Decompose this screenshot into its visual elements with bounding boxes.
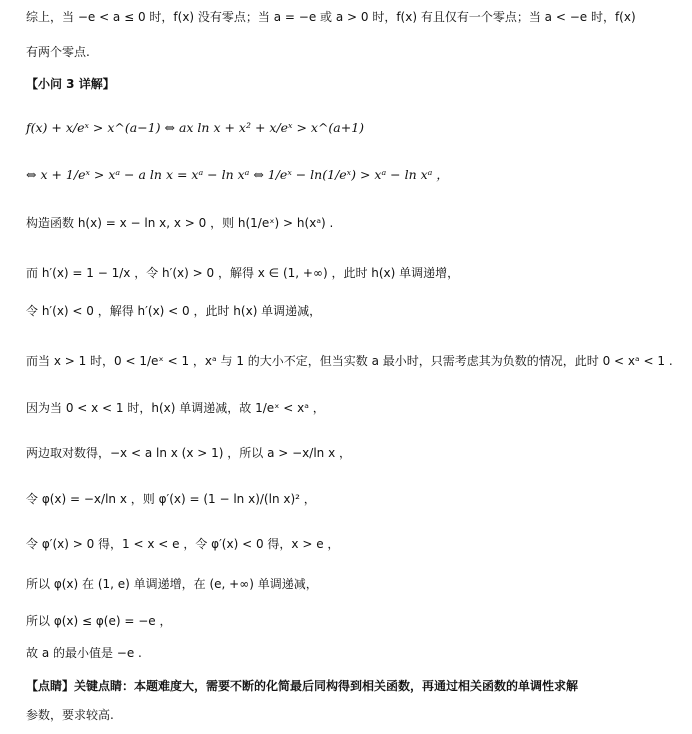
log-transform-line: 两边取对数得，−x < a ln x (x > 1) ，所以 a > −x/ln x ， [26,446,351,460]
key-point-line: 【点睛】关键点睛：本题难度大，需要不断的化简最后同构得到相关函数，再通过相关函数的单调性求解 [26,679,579,693]
case-analysis-line: 而当 x > 1 时，0 < 1/eˣ < 1 ，xᵃ 与 1 的大小不定，但当实数 a 最小时，只需考虑其为负数的情况，此时 0 < xᵃ < 1 . [26,354,673,368]
formula-line: ⇔ x + 1/eˣ > xᵃ − a ln x = xᵃ − ln xᵃ ⇔ 1/eˣ − ln(1/eˣ) > xᵃ − ln xᵃ ， [26,167,449,182]
conclusion-line: 故 a 的最小值是 −e . [26,646,142,660]
phi-bound-line: 所以 φ(x) ≤ φ(e) = −e ， [26,614,172,628]
section-heading: 【小问 3 详解】 [26,77,115,91]
key-point-line-continued: 参数，要求较高. [26,708,114,722]
monotonicity-line: 令 h′(x) < 0 ，解得 h′(x) < 0 ，此时 h(x) 单调递减， [26,304,322,318]
phi-sign-line: 令 φ′(x) > 0 得，1 < x < e ，令 φ′(x) < 0 得，x > e ， [26,537,340,551]
phi-definition-line: 令 φ(x) = −x/ln x ，则 φ′(x) = (1 − ln x)/(ln x)² ， [26,492,316,506]
construction-line: 构造函数 h(x) = x − ln x, x > 0 ，则 h(1/eˣ) > h(xᵃ) . [26,216,334,230]
phi-monotonicity-line: 所以 φ(x) 在 (1, e) 单调递增，在 (e, +∞) 单调递减， [26,577,318,591]
summary-line: 综上，当 −e < a ≤ 0 时，f(x) 没有零点；当 a = −e 或 a > 0 时，f(x) 有且仅有一个零点；当 a < −e 时，f(x) [26,10,636,24]
inequality-line: 因为当 0 < x < 1 时，h(x) 单调递减，故 1/eˣ < xᵃ ， [26,401,325,415]
derivative-line: 而 h′(x) = 1 − 1/x ，令 h′(x) > 0 ，解得 x ∈ (1, +∞) ，此时 h(x) 单调递增， [26,266,460,280]
summary-line-continued: 有两个零点. [26,45,90,59]
formula-line: f(x) + x/eˣ > x^(a−1) ⇔ ax ln x + x² + x/eˣ > x^(a+1) [26,120,365,135]
